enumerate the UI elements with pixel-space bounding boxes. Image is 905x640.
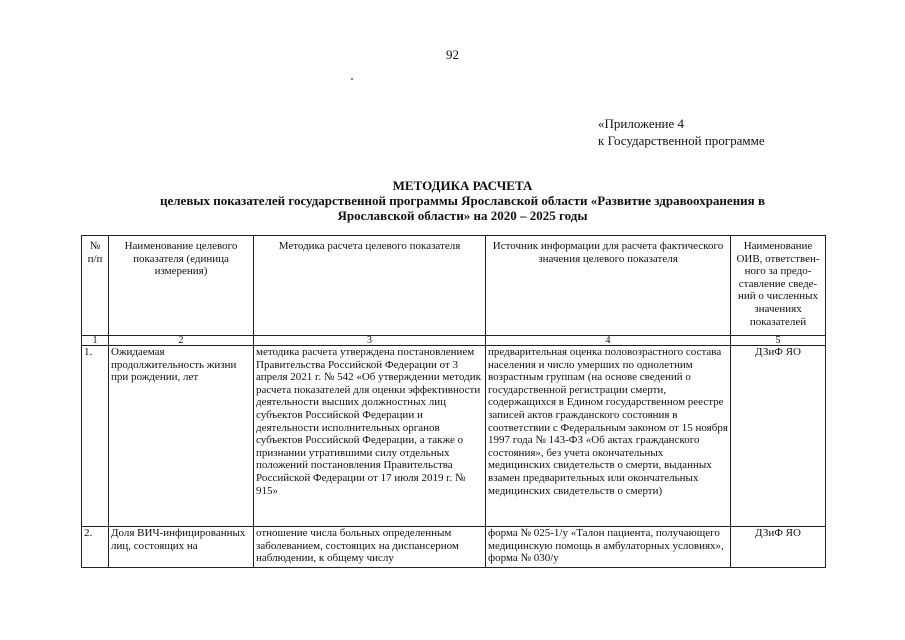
table-row (82, 527, 826, 568)
column-number: 2 (109, 336, 254, 346)
row-oiv: ДЗиФ ЯО (731, 346, 826, 527)
header-num: № п/п (82, 236, 109, 336)
title-line-3: Ярославской области» на 2020 – 2025 годы (337, 208, 588, 223)
header-indicator-name: Наименование целевого показателя (единица измерения) (109, 236, 254, 336)
header-source: Источник информации для расчета фактического значения целевого показателя (486, 236, 731, 336)
row-source: предварительная оценка половозрастного состава населения и число умерших по однолетним возрастным группам (на основе сведений о государственной регистрации смерти, содержащихся в Едином государственном реестре записей актов гражданского состояния в соответствии с Федеральным законом от 15 ноября 1997 года № 143-ФЗ «Об актах гражданского состояния», без учета окончательных медицинских свидетельств о смерти, выданных взамен предварительных или окончательных медицинских свидетельств о смерти) (486, 346, 731, 527)
appendix-note (598, 115, 765, 149)
document-title (60, 178, 865, 223)
row-indicator-name: Ожидаемая продолжительность жизни при рождении, лет (109, 346, 254, 527)
row-method: отношение числа больных определенным заболеванием, состоящих на диспансерном наблюдении, к общему числу (254, 527, 486, 568)
header-method: Методика расчета целевого показателя (254, 236, 486, 336)
row-oiv: ДЗиФ ЯО (731, 527, 826, 568)
title-line-1: МЕТОДИКА РАСЧЕТА (392, 178, 533, 193)
row-num: 1. (82, 346, 109, 527)
title-line-2: целевых показателей государственной программы Ярославской области «Развитие здравоохранения в (160, 193, 765, 208)
row-indicator-name: Доля ВИЧ-инфицированных лиц, состоящих на (109, 527, 254, 568)
row-source: форма № 025-1/у «Талон пациента, получающего медицинскую помощь в амбулаторных условиях», форма № 030/у (486, 527, 731, 568)
page-number: 92 (446, 47, 459, 62)
column-number: 4 (486, 336, 731, 346)
row-num: 2. (82, 527, 109, 568)
table-header-row (82, 236, 826, 336)
appendix-line-1: «Приложение 4 (598, 116, 685, 131)
row-method: методика расчета утверждена постановлением Правительства Российской Федерации от 3 апреля 2021 г. № 542 «Об утверждении методик расчета показателей для оценки эффективности деятельности высших должностных лиц субъектов Российской Федерации и деятельности исполнительных органов субъектов Российской Федерации, а также о признании утратившими силу отдельных положений постановления Правительства Российской Федерации от 17 июля 2019 г. № 915» (254, 346, 486, 527)
column-number: 5 (731, 336, 826, 346)
header-oiv: Наименование ОИВ, ответствен-ного за предо-ставление сведе-ний о численных значениях показателей (731, 236, 826, 336)
scan-speck (351, 78, 353, 80)
indicators-table (81, 235, 826, 568)
column-number: 1 (82, 336, 109, 346)
appendix-line-2: к Государственной программе (598, 133, 765, 148)
column-number-row (82, 336, 826, 346)
column-number: 3 (254, 336, 486, 346)
table-row (82, 346, 826, 527)
